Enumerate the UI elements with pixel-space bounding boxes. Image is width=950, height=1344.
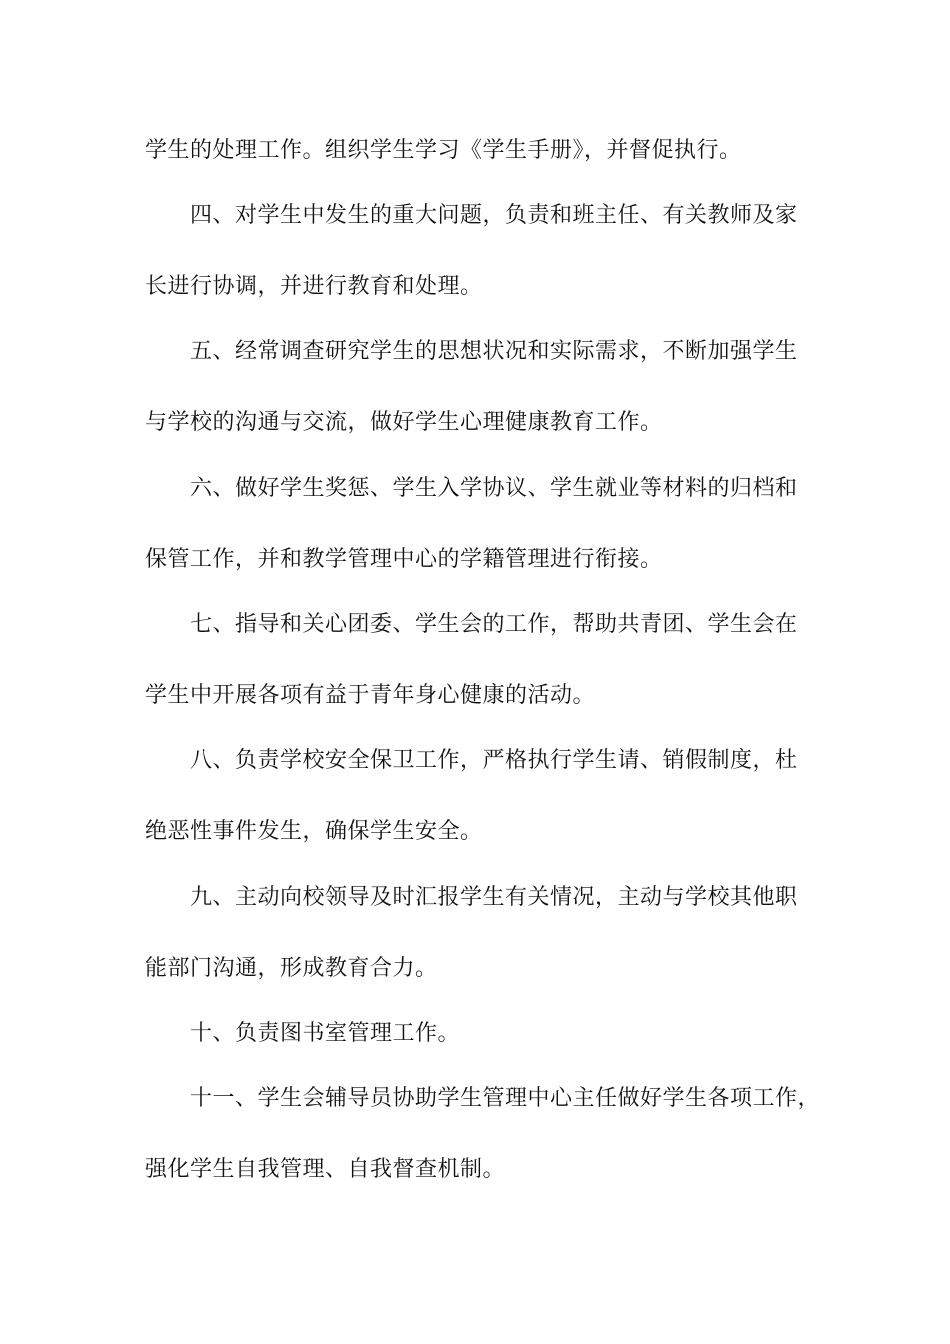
text-line: 保管工作，并和教学管理中心的学籍管理进行衔接。 <box>145 547 663 572</box>
paragraph-9-line: 九、主动向校领导及时汇报学生有关情况，主动与学校其他职 <box>190 885 798 910</box>
paragraph-4-line: 四、对学生中发生的重大问题，负责和班主任、有关教师及家 <box>190 203 798 228</box>
text-line: 与学校的沟通与交流，做好学生心理健康教育工作。 <box>145 410 663 435</box>
paragraph-10-line: 十、负责图书室管理工作。 <box>190 1021 461 1046</box>
text-line: 学生的处理工作。组织学生学习《学生手册》，并督促执行。 <box>145 138 742 163</box>
text-line: 能部门沟通，形成教育合力。 <box>145 956 438 981</box>
paragraph-6-line: 六、做好学生奖惩、学生入学协议、学生就业等材料的归档和 <box>190 476 798 501</box>
paragraph-8-line: 八、负责学校安全保卫工作，严格执行学生请、销假制度，杜 <box>190 748 798 773</box>
paragraph-11-line: 十一、学生会辅导员协助学生管理中心主任做好学生各项工作， <box>190 1086 821 1111</box>
text-line: 长进行协调，并进行教育和处理。 <box>145 274 483 299</box>
paragraph-7-line: 七、指导和关心团委、学生会的工作，帮助共青团、学生会在 <box>190 612 798 637</box>
text-line: 学生中开展各项有益于青年身心健康的活动。 <box>145 683 596 708</box>
text-line: 绝恶性事件发生，确保学生安全。 <box>145 819 483 844</box>
paragraph-5-line: 五、经常调查研究学生的思想状况和实际需求，不断加强学生 <box>190 339 798 364</box>
text-line: 强化学生自我管理、自我督查机制。 <box>145 1157 506 1182</box>
